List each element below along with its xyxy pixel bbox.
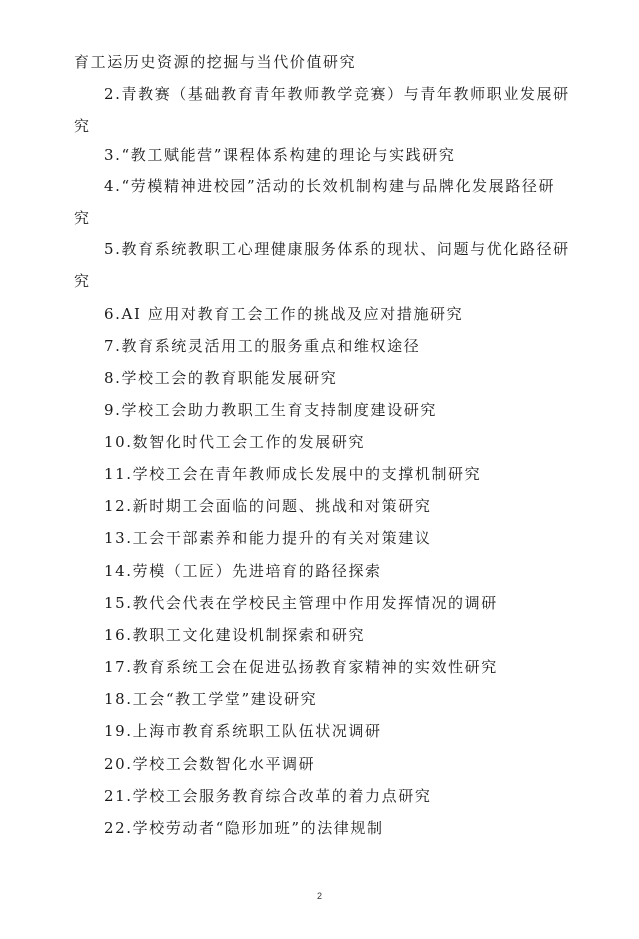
list-item: 3.“教工赋能营”课程体系构建的理论与实践研究 [104,146,456,164]
list-item: 11.学校工会在青年教师成长发展中的支撑机制研究 [104,465,482,483]
list-item: 10.数智化时代工会工作的发展研究 [104,433,366,451]
list-item: 8.学校工会的教育职能发展研究 [104,369,338,387]
text-line: 育工运历史资源的挖掘与当代价值研究 [74,53,357,71]
list-item: 22.学校劳动者“隐形加班”的法律规制 [104,819,384,837]
list-item: 19.上海市教育系统职工队伍状况调研 [104,722,382,740]
list-item: 20.学校工会数智化水平调研 [104,755,316,773]
list-item: 18.工会“教工学堂”建设研究 [104,690,318,708]
list-item: 2.青教赛（基础教育青年教师教学竞赛）与青年教师职业发展研 [104,85,570,103]
list-item: 7.教育系统灵活用工的服务重点和维权途径 [104,337,421,355]
list-item: 6.AI 应用对教育工会工作的挑战及应对措施研究 [104,305,464,323]
list-item: 12.新时期工会面临的问题、挑战和对策研究 [104,497,432,515]
text-line: 究 [74,272,91,290]
list-item: 14.劳模（工匠）先进培育的路径探索 [104,562,382,580]
list-item: 9.学校工会助力教职工生育支持制度建设研究 [104,401,437,419]
list-item: 15.教代会代表在学校民主管理中作用发挥情况的调研 [104,594,498,612]
list-item: 5.教育系统教职工心理健康服务体系的现状、问题与优化路径研 [104,240,570,258]
list-item: 13.工会干部素养和能力提升的有关对策建议 [104,529,432,547]
list-item: 17.教育系统工会在促进弘扬教育家精神的实效性研究 [104,658,498,676]
list-item: 16.教职工文化建设机制探索和研究 [104,626,366,644]
list-item: 4.“劳模精神进校园”活动的长效机制构建与品牌化发展路径研 [104,177,556,195]
list-item: 21.学校工会服务教育综合改革的着力点研究 [104,787,432,805]
page-number: 2 [316,891,322,901]
text-line: 究 [74,117,91,135]
text-line: 究 [74,209,91,227]
